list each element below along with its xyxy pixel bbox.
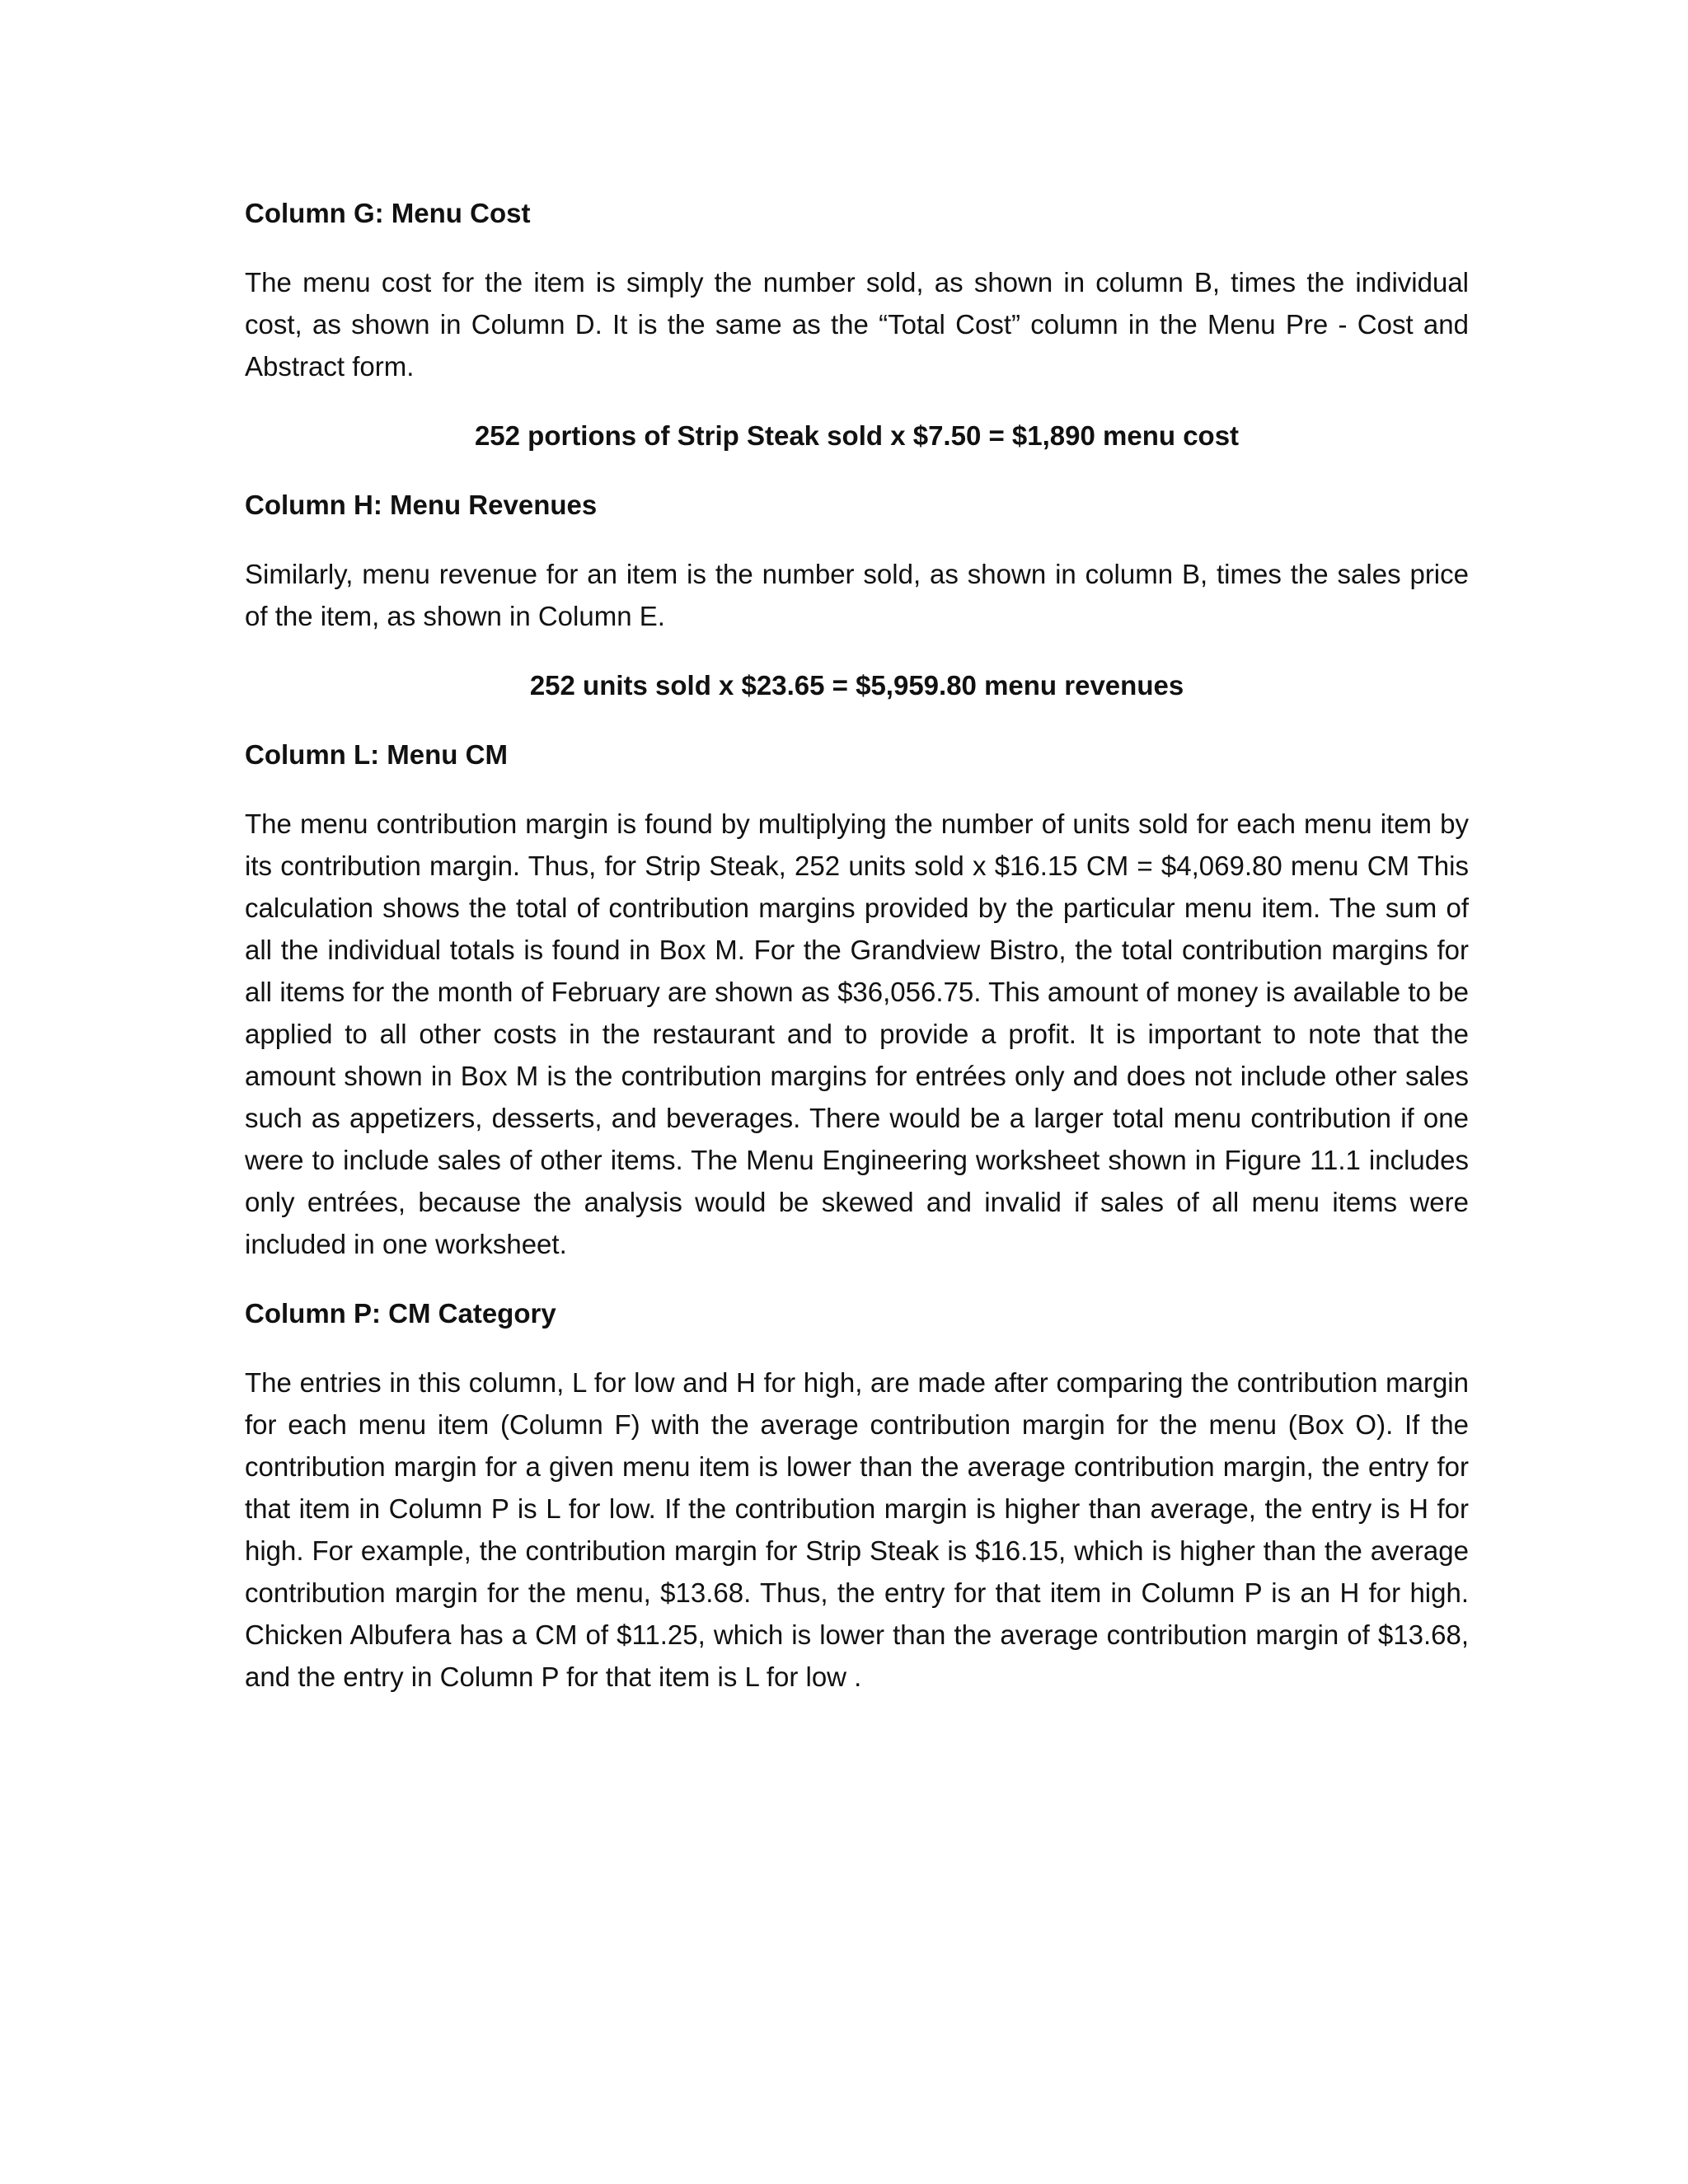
section-heading-menu-revenues: Column H: Menu Revenues: [245, 490, 598, 520]
section-paragraph-cm-category: The entries in this column, L for low and H for high, are made after comparing the contribution margin for each menu item (Column F) with the average contribution margin for the menu (Box O). If the contribution margin for a given menu item is lower than the average contribution margin, the entry for that item in Column P is L for low. If the contribution margin is higher than average, the entry is H for high. For example, the contribution margin for Strip Steak is $16.15, which is higher than the average contribution margin for the menu, $13.68. Thus, the entry for that item in Column P is an H for high. Chicken Albufera has a CM of $11.25, which is lower than the average contribution margin of $13.68, and the entry in Column P for that item is L for low .: [245, 1367, 1469, 1692]
document-body: [245, 192, 1469, 1725]
section-paragraph-menu-revenues: Similarly, menu revenue for an item is the number sold, as shown in column B, times the sales price of the item, as shown in Column E.: [245, 559, 1469, 631]
formula-menu-revenues: 252 units sold x $23.65 = $5,959.80 menu revenues: [529, 670, 1184, 701]
section-heading-menu-cost: Column G: Menu Cost: [245, 198, 531, 228]
section-paragraph-menu-cm: The menu contribution margin is found by multiplying the number of units sold for each menu item by its contribution margin. Thus, for Strip Steak, 252 units sold x $16.15 CM = $4,069.80 menu CM This calculation shows the total of contribution margins provided by the particular menu item. The sum of all the individual totals is found in Box M. For the Grandview Bistro, the total contribution margins for all items for the month of February are shown as $36,056.75. This amount of money is available to be applied to all other costs in the restaurant and to provide a profit. It is important to note that the amount shown in Box M is the contribution margins for entrées only and does not include other sales such as appetizers, desserts, and beverages. There would be a larger total menu contribution if one were to include sales of other items. The Menu Engineering worksheet shown in Figure 11.1 includes only entrées, because the analysis would be skewed and invalid if sales of all menu items were included in one worksheet.: [245, 808, 1469, 1259]
section-heading-cm-category: Column P: CM Category: [245, 1298, 556, 1329]
formula-menu-cost: 252 portions of Strip Steak sold x $7.50 = $1,890 menu cost: [474, 420, 1240, 451]
section-paragraph-menu-cost: The menu cost for the item is simply the number sold, as shown in column B, times the individual cost, as shown in Column D. It is the same as the “Total Cost” column in the Menu Pre - Cost and Abstract form.: [245, 267, 1469, 382]
section-heading-menu-cm: Column L: Menu CM: [245, 739, 508, 770]
